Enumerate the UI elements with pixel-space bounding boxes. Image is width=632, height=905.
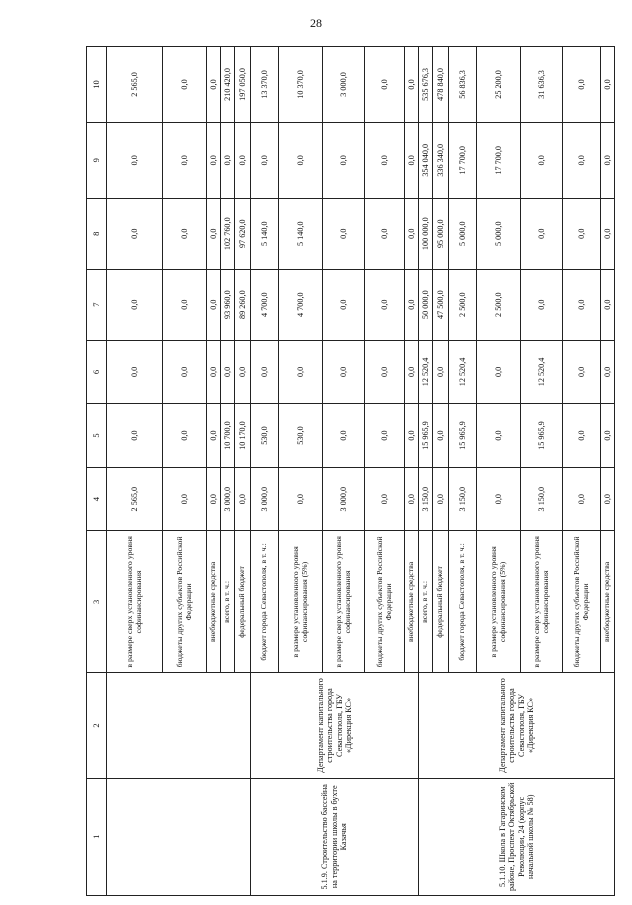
item-title-5-1-9: 5.1.9. Строительство бассейна на территории школы в бухте Казачья [251,778,419,895]
value-cell: 95 000,0 [433,198,449,269]
header-cell: 9 [87,122,107,198]
value-cell: 50 000,0 [419,269,433,340]
value-cell: 10 170,0 [235,404,251,468]
item-executor-5-1-10: Департамент капитального строительства города Севастополя, ГБУ «Дирекция КС» [419,673,615,778]
value-cell: 0,0 [521,269,563,340]
value-cell: 0,0 [477,467,521,531]
source-cell: в размере установленного уровня софинансирования (5%) [279,531,323,673]
header-cell: 3 [87,531,107,673]
value-cell: 535 676,3 [419,47,433,123]
header-cell: 8 [87,198,107,269]
value-cell: 0,0 [323,404,365,468]
value-cell: 0,0 [563,198,601,269]
value-cell: 0,0 [563,269,601,340]
source-cell: всего, в т. ч.: [419,531,433,673]
value-cell: 0,0 [279,122,323,198]
value-cell: 210 420,0 [221,47,235,123]
source-cell: федеральный бюджет [433,531,449,673]
value-cell: 3 150,0 [419,467,433,531]
budget-table [86,46,615,896]
header-cell: 4 [87,467,107,531]
value-cell: 0,0 [251,122,279,198]
value-cell: 0,0 [563,340,601,404]
value-cell: 4 700,0 [251,269,279,340]
value-cell: 5 140,0 [279,198,323,269]
value-cell: 0,0 [207,467,221,531]
header-cell: 6 [87,340,107,404]
value-cell: 0,0 [279,467,323,531]
value-cell: 354 040,0 [419,122,433,198]
value-cell: 0,0 [365,340,405,404]
table-row [107,47,163,896]
value-cell: 0,0 [405,122,419,198]
value-cell: 0,0 [601,198,615,269]
value-cell: 0,0 [365,198,405,269]
value-cell: 0,0 [107,122,163,198]
value-cell: 3 150,0 [521,467,563,531]
value-cell: 0,0 [207,269,221,340]
value-cell: 336 340,0 [433,122,449,198]
value-cell: 3 000,0 [221,467,235,531]
source-cell: в размере сверх установленного уровня софинансирования [323,531,365,673]
value-cell: 0,0 [163,340,207,404]
value-cell: 0,0 [601,122,615,198]
value-cell: 12 520,4 [419,340,433,404]
value-cell: 3 000,0 [323,47,365,123]
value-cell: 0,0 [235,122,251,198]
value-cell: 0,0 [235,467,251,531]
value-cell: 5 000,0 [477,198,521,269]
value-cell: 17 700,0 [449,122,477,198]
value-cell: 3 150,0 [449,467,477,531]
value-cell: 102 760,0 [221,198,235,269]
value-cell: 0,0 [405,404,419,468]
value-cell: 0,0 [563,122,601,198]
source-cell: внебюджетные средства [405,531,419,673]
source-cell: в размере сверх установленного уровня софинансирования [521,531,563,673]
value-cell: 0,0 [207,340,221,404]
value-cell: 0,0 [163,122,207,198]
value-cell: 2 500,0 [449,269,477,340]
value-cell: 100 000,0 [419,198,433,269]
source-cell: бюджеты других субъектов Российской Федерации [163,531,207,673]
value-cell: 0,0 [163,467,207,531]
source-cell: федеральный бюджет [235,531,251,673]
value-cell: 197 050,0 [235,47,251,123]
value-cell: 0,0 [477,404,521,468]
value-cell: 0,0 [163,404,207,468]
value-cell: 89 260,0 [235,269,251,340]
value-cell: 530,0 [251,404,279,468]
value-cell: 0,0 [235,340,251,404]
source-cell: бюджет города Севастополя, в т. ч.: [449,531,477,673]
value-cell: 25 200,0 [477,47,521,123]
value-cell: 0,0 [163,47,207,123]
value-cell: 0,0 [365,122,405,198]
executor-cell-empty [107,673,251,778]
value-cell: 2 500,0 [477,269,521,340]
value-cell: 0,0 [601,269,615,340]
value-cell: 2 565,0 [107,467,163,531]
value-cell: 0,0 [601,467,615,531]
header-cell: 2 [87,673,107,778]
item-executor-5-1-9: Департамент капитального строительства города Севастополя, ГБУ «Дирекция КС» [251,673,419,778]
source-cell: бюджет города Севастополя, в т. ч.: [251,531,279,673]
value-cell: 0,0 [405,47,419,123]
value-cell: 0,0 [251,340,279,404]
value-cell: 0,0 [107,340,163,404]
value-cell: 93 960,0 [221,269,235,340]
value-cell: 0,0 [521,198,563,269]
value-cell: 56 836,3 [449,47,477,123]
value-cell: 0,0 [107,198,163,269]
source-cell: бюджеты других субъектов Российской Федерации [365,531,405,673]
table-row [251,47,279,896]
value-cell: 0,0 [601,340,615,404]
value-cell: 97 620,0 [235,198,251,269]
page-number: 28 [310,16,322,30]
value-cell: 0,0 [107,269,163,340]
value-cell: 0,0 [323,340,365,404]
source-cell: бюджеты других субъектов Российской Федерации [563,531,601,673]
value-cell: 0,0 [163,269,207,340]
value-cell: 0,0 [207,47,221,123]
value-cell: 0,0 [207,404,221,468]
value-cell: 0,0 [279,340,323,404]
value-cell: 0,0 [563,404,601,468]
value-cell: 3 000,0 [323,467,365,531]
value-cell: 0,0 [365,269,405,340]
item-title-5-1-10: 5.1.10. Школа в Гагаринском районе, Проспект Октябрьской Революции, 24 (корпус начальной школы № 58) [419,778,615,895]
value-cell: 0,0 [563,467,601,531]
value-cell: 0,0 [365,467,405,531]
source-cell: внебюджетные средства [207,531,221,673]
value-cell: 0,0 [405,340,419,404]
source-cell: в размере сверх установленного уровня софинансирования [107,531,163,673]
value-cell: 478 840,0 [433,47,449,123]
value-cell: 0,0 [433,404,449,468]
source-cell: всего, в т. ч.: [221,531,235,673]
rotated-table-container [86,46,612,896]
header-cell: 5 [87,404,107,468]
value-cell: 0,0 [365,404,405,468]
value-cell: 0,0 [563,47,601,123]
value-cell: 0,0 [477,340,521,404]
value-cell: 5 140,0 [251,198,279,269]
value-cell: 0,0 [433,340,449,404]
value-cell: 5 000,0 [449,198,477,269]
value-cell: 0,0 [405,198,419,269]
value-cell: 3 000,0 [251,467,279,531]
value-cell: 13 370,0 [251,47,279,123]
value-cell: 31 636,3 [521,47,563,123]
table-row [419,47,433,896]
value-cell: 530,0 [279,404,323,468]
value-cell: 0,0 [601,404,615,468]
rotated-table-wrapper [86,46,612,896]
value-cell: 0,0 [405,467,419,531]
value-cell: 2 565,0 [107,47,163,123]
value-cell: 0,0 [207,198,221,269]
value-cell: 0,0 [207,122,221,198]
source-cell: внебюджетные средства [601,531,615,673]
value-cell: 17 700,0 [477,122,521,198]
header-cell: 7 [87,269,107,340]
value-cell: 47 500,0 [433,269,449,340]
title-cell-empty [107,778,251,895]
value-cell: 0,0 [221,340,235,404]
value-cell: 12 520,4 [521,340,563,404]
header-row [87,47,107,896]
value-cell: 0,0 [601,47,615,123]
value-cell: 0,0 [323,122,365,198]
value-cell: 0,0 [365,47,405,123]
value-cell: 0,0 [521,122,563,198]
value-cell: 12 520,4 [449,340,477,404]
value-cell: 0,0 [323,198,365,269]
value-cell: 0,0 [405,269,419,340]
value-cell: 4 700,0 [279,269,323,340]
header-cell: 1 [87,778,107,895]
value-cell: 0,0 [221,122,235,198]
value-cell: 0,0 [163,198,207,269]
value-cell: 10 370,0 [279,47,323,123]
value-cell: 10 700,0 [221,404,235,468]
value-cell: 15 965,9 [521,404,563,468]
value-cell: 0,0 [433,467,449,531]
value-cell: 0,0 [323,269,365,340]
source-cell: в размере установленного уровня софинансирования (5%) [477,531,521,673]
value-cell: 0,0 [107,404,163,468]
value-cell: 15 965,9 [449,404,477,468]
header-cell: 10 [87,47,107,123]
value-cell: 15 965,9 [419,404,433,468]
